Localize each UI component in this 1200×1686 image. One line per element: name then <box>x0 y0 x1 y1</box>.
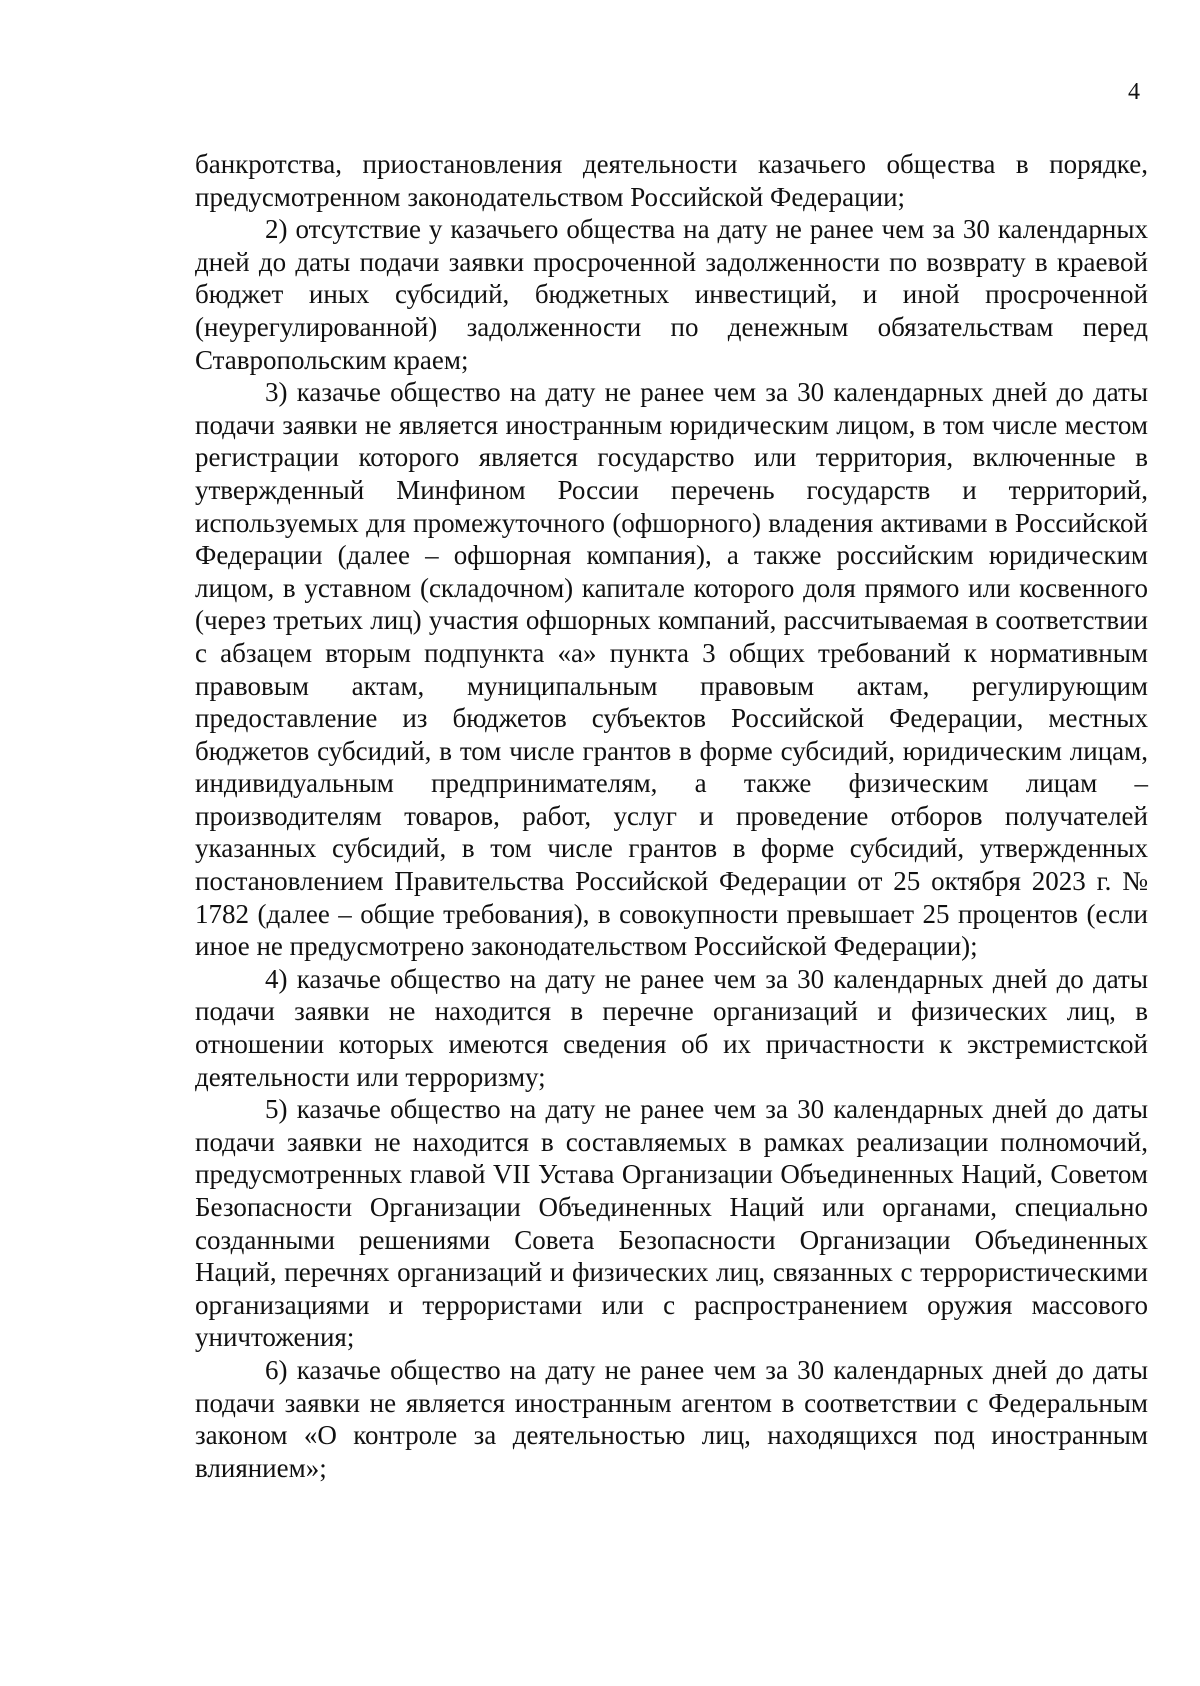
paragraph-item-3: 3) казачье общество на дату не ранее чем за 30 календарных дней до даты подачи заявки не является иностранным юридическим лицом, в том числе местом регистрации которого является государство или территория, включенные в утвержденный Минфином России перечень государств и территорий, используемых для промежуточного (офшорного) владения активами в Российской Федерации (далее – офшорная компания), а также российским юридическим лицом, в уставном (складочном) капитале которого доля прямого или косвенного (через третьих лиц) участия офшорных компаний, рассчитываемая в соответствии с абзацем вторым подпункта «а» пункта 3 общих требований к нормативным правовым актам, муниципальным правовым актам, регулирующим предоставление из бюджетов субъектов Российской Федерации, местных бюджетов субсидий, в том числе грантов в форме субсидий, юридическим лицам, индивидуальным предпринимателям, а также физическим лицам – производителям товаров, работ, услуг и проведение отборов получателей указанных субсидий, в том числе грантов в форме субсидий, утвержденных постановлением Правительства Российской Федерации от 25 октября 2023 г. № 1782 (далее – общие требования), в совокупности превышает 25 процентов (если иное не предусмотрено законодательством Российской Федерации); <box>195 377 1148 962</box>
paragraph-item-5: 5) казачье общество на дату не ранее чем за 30 календарных дней до даты подачи заявки не находится в составляемых в рамках реализации полномочий, предусмотренных главой VII Устава Организации Объединенных Наций, Советом Безопасности Организации Объединенных Наций или органами, специально созданными решениями Совета Безопасности Организации Объединенных Наций, перечнях организаций и физических лиц, связанных с террористическими организациями и террористами или с распространением оружия массового уничтожения; <box>195 1094 1148 1353</box>
paragraph-item-6: 6) казачье общество на дату не ранее чем за 30 календарных дней до даты подачи заявки не является иностранным агентом в соответствии с Федеральным законом «О контроле за деятельностью лиц, находящихся под иностранным влиянием»; <box>195 1354 1148 1483</box>
page-number: 4 <box>1128 79 1140 105</box>
paragraph-continuation: банкротства, приостановления деятельности казачьего общества в порядке, предусмотренном законодательством Российской Федерации; <box>195 149 1148 212</box>
document-body <box>195 148 1148 1484</box>
paragraph-item-2: 2) отсутствие у казачьего общества на дату не ранее чем за 30 календарных дней до даты подачи заявки просроченной задолженности по возврату в краевой бюджет иных субсидий, бюджетных инвестиций, и иной просроченной (неурегулированной) задолженности по денежным обязательствам перед Ставропольским краем; <box>195 214 1148 375</box>
paragraph-item-4: 4) казачье общество на дату не ранее чем за 30 календарных дней до даты подачи заявки не находится в перечне организаций и физических лиц, в отношении которых имеются сведения об их причастности к экстремистской деятельности или терроризму; <box>195 963 1148 1092</box>
